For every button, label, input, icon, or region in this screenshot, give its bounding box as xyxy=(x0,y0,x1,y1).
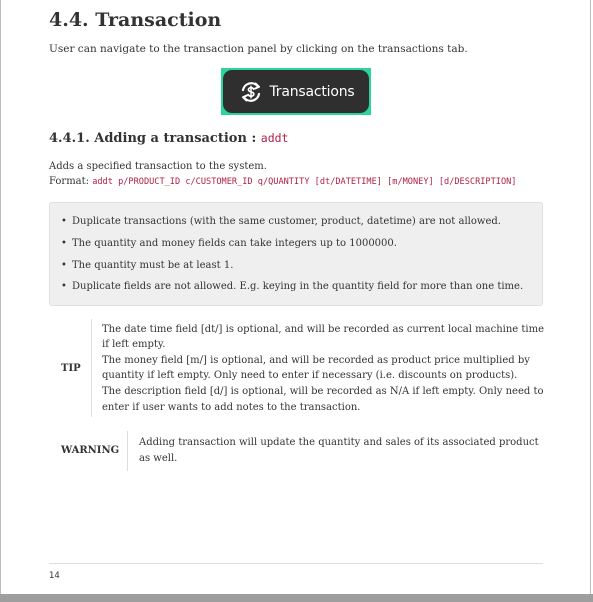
rule-item-duplicate-transactions: • Duplicate transactions (with the same customer, product, datetime) are not allowed. xyxy=(72,216,501,227)
tip-line: quantity if left empty. Only need to enter if necessary (i.e. discounts on products). xyxy=(102,370,518,381)
page-number: 14 xyxy=(49,571,60,581)
tip-line: if left empty. xyxy=(102,339,166,350)
format-code: addt p/PRODUCT_ID c/CUSTOMER_ID q/QUANTITY [dt/DATETIME] [m/MONEY] [d/DESCRIPTION] xyxy=(92,177,517,187)
warning-label: WARNING xyxy=(61,445,120,456)
transactions-tab-image xyxy=(221,68,371,115)
tip-line: The description field [d/] is optional, will be recorded as N/A if left empty. Only need to xyxy=(102,386,544,397)
viewer-bottom-bar xyxy=(0,594,593,602)
section-heading: 4.4. Transaction xyxy=(49,9,222,31)
rule-item-integer-limit: • The quantity and money fields can take integers up to 1000000. xyxy=(72,238,397,249)
command-format xyxy=(49,176,516,187)
subsection-title: 4.4.1. Adding a transaction : xyxy=(49,131,261,146)
tip-line: enter if user wants to add notes to the transaction. xyxy=(102,402,361,413)
dollar-refresh-icon xyxy=(238,79,264,105)
warning-line: Adding transaction will update the quantity and sales of its associated product xyxy=(139,437,539,448)
rule-item-min-quantity: • The quantity must be at least 1. xyxy=(72,260,233,271)
rules-box xyxy=(49,202,543,306)
tip-line: The date time field [dt/] is optional, and will be recorded as current local machine time xyxy=(102,324,544,335)
warning-line: as well. xyxy=(139,453,178,464)
rule-item-duplicate-fields: • Duplicate fields are not allowed. E.g. keying in the quantity field for more than one time. xyxy=(72,281,523,292)
transactions-tab-label: Transactions xyxy=(269,83,355,100)
footer-divider xyxy=(49,563,543,564)
command-keyword: addt xyxy=(260,131,289,145)
subsection-heading xyxy=(49,131,288,146)
warning-divider xyxy=(127,431,128,471)
command-description: Adds a specified transaction to the system. xyxy=(49,161,267,172)
transactions-tab-button xyxy=(223,70,369,113)
tip-line: The money field [m/] is optional, and will be recorded as product price multiplied by xyxy=(102,355,530,366)
tip-label: TIP xyxy=(61,363,81,374)
tip-divider xyxy=(91,319,92,417)
format-label: Format: xyxy=(49,176,93,187)
section-intro: User can navigate to the transaction panel by clicking on the transactions tab. xyxy=(49,43,468,55)
